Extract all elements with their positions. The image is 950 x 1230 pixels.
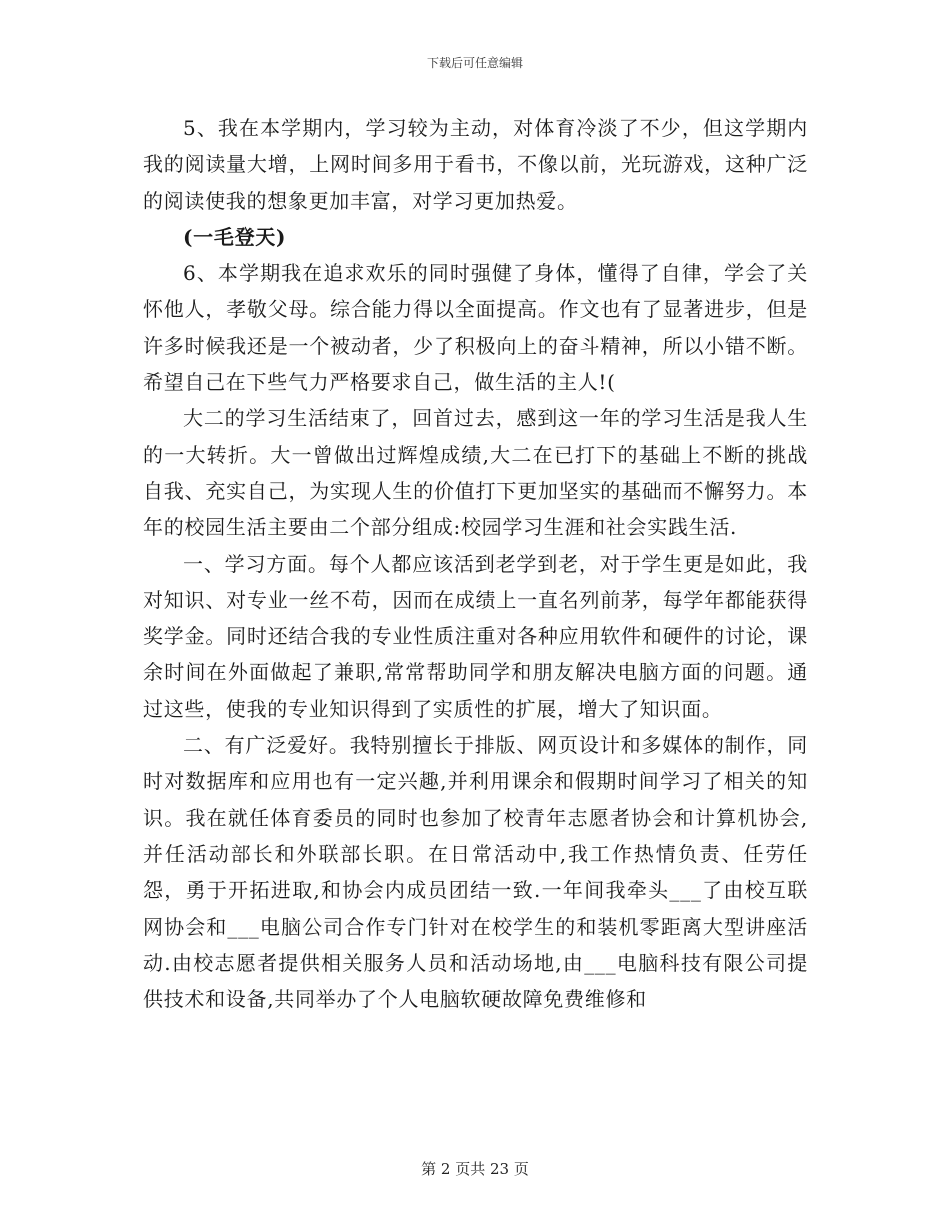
paragraph-6: 6、本学期我在追求欢乐的同时强健了身体，懂得了自律，学会了关怀他人，孝敬父母。综合能力得以全面提高。作文也有了显著进步，但是许多时候我还是一个被动者，少了积极向上的奋斗精神，所以小错不断。希望自己在下些气力严格要求自己，做生活的主人!( [143, 261, 808, 395]
section-heading: (一毛登天) [183, 224, 287, 249]
document-body [143, 110, 808, 1017]
paragraph-sophomore-summary: 大二的学习生活结束了，回首过去，感到这一年的学习生活是我人生的一大转折。大一曾做出过辉煌成绩,大二在已打下的基础上不断的挑战自我、充实自己，为实现人生的价值打下更加坚实的基础而不懈努力。本年的校园生活主要由二个部分组成:校园学习生涯和社会实践生活. [143, 406, 808, 540]
paragraph-5: 5、我在本学期内，学习较为主动，对体育冷淡了不少，但这学期内我的阅读量大增，上网时间多用于看书，不像以前，光玩游戏，这种广泛的阅读使我的想象更加丰富，对学习更加热爱。 [143, 116, 808, 213]
paragraph-study: 一、学习方面。每个人都应该活到老学到老，对于学生更是如此，我对知识、对专业一丝不苟，因而在成绩上一直名列前茅，每学年都能获得奖学金。同时还结合我的专业性质注重对各种应用软件和硬件的讨论，课余时间在外面做起了兼职,常常帮助同学和朋友解决电脑方面的问题。通过这些，使我的专业知识得到了实质性的扩展，增大了知识面。 [143, 551, 808, 721]
paragraph-hobbies: 二、有广泛爱好。我特别擅长于排版、网页设计和多媒体的制作，同时对数据库和应用也有一定兴趣,并利用课余和假期时间学习了相关的知识。我在就任体育委员的同时也参加了校青年志愿者协会和计算机协会,并任活动部长和外联部长职。在日常活动中,我工作热情负责、任劳任怨，勇于开拓进取,和协会内成员团结一致.一年间我牵头___了由校互联网协会和___电脑公司合作专门针对在校学生的和装机零距离大型讲座活动.由校志愿者提供相关服务人员和活动场地,由___电脑科技有限公司提供技术和设备,共同举办了个人电脑软硬故障免费维修和 [143, 733, 808, 1012]
page-header: 下载后可任意编辑 [426, 56, 523, 70]
page-footer: 第 2 页共 23 页 [421, 1160, 529, 1178]
